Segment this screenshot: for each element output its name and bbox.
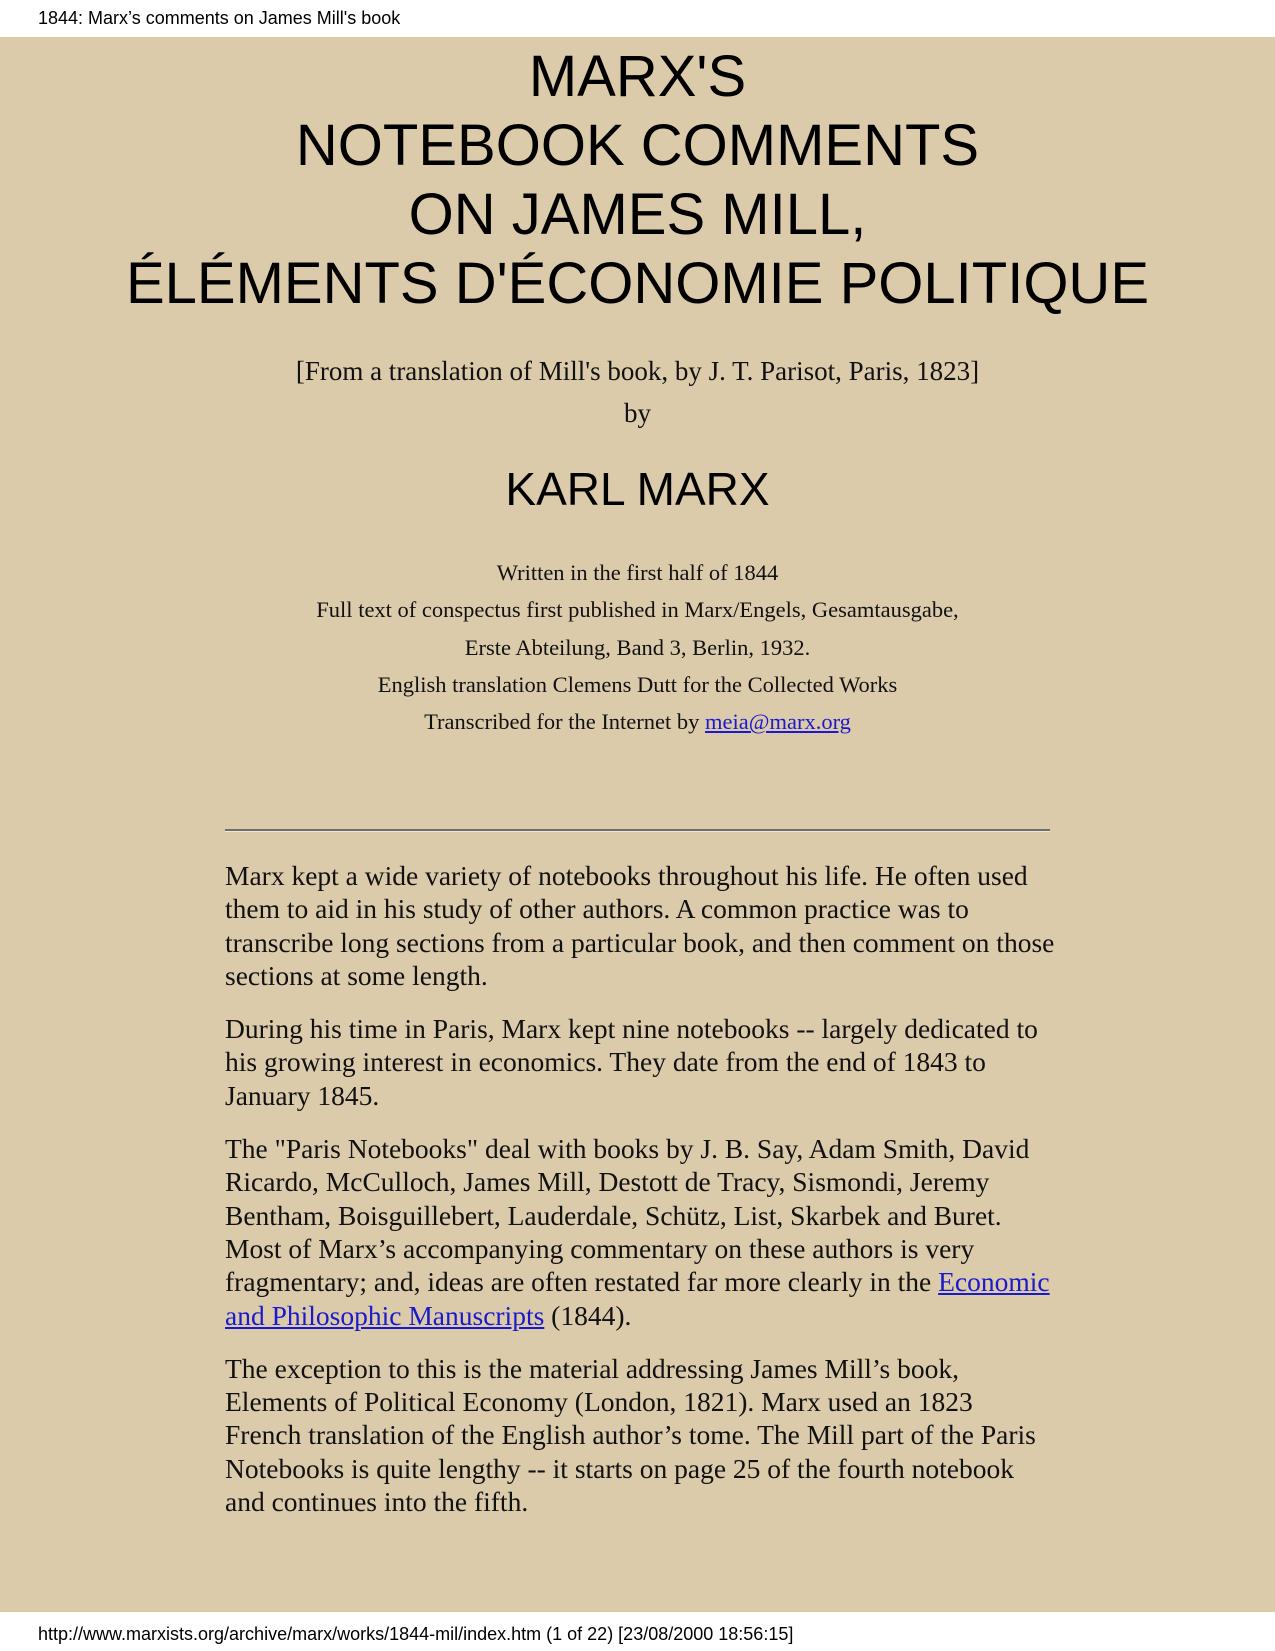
subtitle: [From a translation of Mill's book, by J. T. Parisot, Paris, 1823] [295, 356, 980, 386]
credit-translation: English translation Clemens Dutt for the Collected Works [377, 671, 898, 697]
page-title [0, 42, 1275, 318]
horizontal-rule [225, 829, 1050, 832]
print-header: 1844: Marx’s comments on James Mill's book [38, 8, 401, 28]
paragraph-3-text-after-link: (1844). [544, 1299, 632, 1331]
title-line-4: ÉLÉMENTS D'ÉCONOMIE POLITIQUE [125, 251, 1149, 316]
by-line: by [624, 398, 651, 428]
credit-transcribed [0, 703, 1275, 740]
paragraph-1: Marx kept a wide variety of notebooks throughout his life. He often used them to aid in his study of other authors. A common practice was to transcribe long sections from a particular book, and then comment on those sections at some length. [225, 860, 1055, 991]
print-footer-url: http://www.marxists.org/archive/marx/works/1844-mil/index.htm (1 of 22) [23/08/2000 18:56:15] [38, 1624, 794, 1644]
paragraph-3-text-before-link: The "Paris Notebooks" deal with books by J. B. Say, Adam Smith, David Ricardo, McCulloch, James Mill, Destott de Tracy, Sismondi, Jeremy Bentham, Boisguillebert, Lauderdale, Schütz, List, Skarbek and Buret. Most of Marx’s accompanying commentary on these authors is very fragmentary; and, ideas are often restated far more clearly in the [225, 1133, 1030, 1298]
author-name: KARL MARX [505, 463, 770, 515]
paragraph-4: The exception to this is the material addressing James Mill’s book, Elements of Political Economy (London, 1821). Marx used an 1823 French translation of the English author’s tome. The Mill part of the Paris Notebooks is quite lengthy -- it starts on page 25 of the fourth notebook and continues into the fifth. [225, 1352, 1036, 1518]
paragraph-3 [225, 1132, 1055, 1332]
manuscripts-link[interactable]: Economic and Philosophic Manuscripts [225, 1266, 1050, 1331]
credit-published-1: Full text of conspectus first published in Marx/Engels, Gesamtausgabe, [316, 597, 959, 623]
credit-transcribed-prefix: Transcribed for the Internet by [424, 709, 706, 735]
title-line-2: NOTEBOOK COMMENTS [295, 113, 980, 178]
transcriber-email-link[interactable]: meia@marx.org [705, 709, 851, 735]
introduction-text [225, 859, 1055, 1538]
credit-published-2: Erste Abteilung, Band 3, Berlin, 1932. [464, 634, 811, 660]
paragraph-2: During his time in Paris, Marx kept nine notebooks -- largely dedicated to his growing interest in economics. They date from the end of 1843 to January 1845. [225, 1013, 1038, 1111]
title-line-3: ON JAMES MILL, [408, 182, 867, 247]
title-line-1: MARX'S [528, 44, 747, 109]
credits [0, 554, 1275, 740]
credit-written: Written in the first half of 1844 [496, 560, 779, 585]
